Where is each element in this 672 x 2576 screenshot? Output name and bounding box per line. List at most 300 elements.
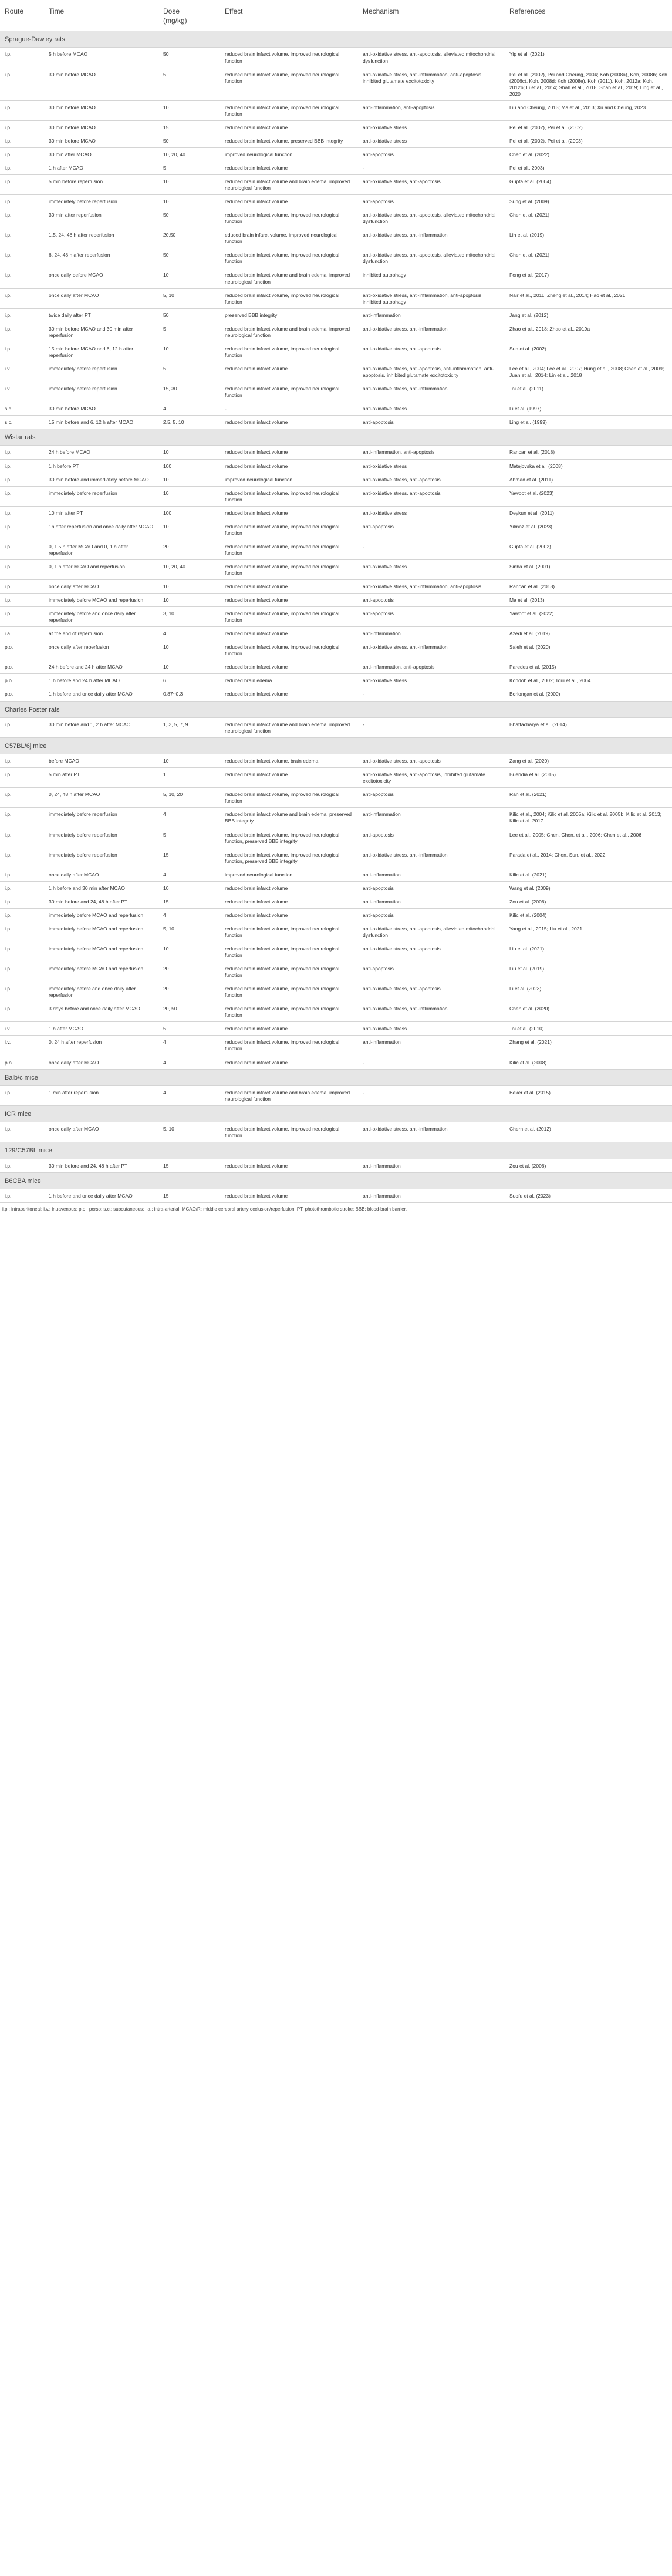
cell-effect: reduced brain infarct volume <box>220 908 358 922</box>
cell-references: Zou et al. (2006) <box>505 1159 672 1172</box>
cell-effect: reduced brain infarct volume, improved neurological function <box>220 48 358 68</box>
cell-route: i.p. <box>0 982 44 1002</box>
cell-dose: 20, 50 <box>158 1002 220 1022</box>
cell-effect: reduced brain infarct volume, improved neurological function <box>220 248 358 268</box>
cell-effect: reduced brain infarct volume <box>220 895 358 908</box>
cell-references: Liu et al. (2021) <box>505 942 672 962</box>
cell-effect: reduced brain infarct volume, improved neurological function <box>220 486 358 506</box>
cell-references: Jang et al. (2012) <box>505 308 672 322</box>
cell-route: i.p. <box>0 1189 44 1202</box>
cell-mechanism: anti-oxidative stress, anti-inflammation <box>358 640 505 660</box>
cell-route: i.p. <box>0 868 44 881</box>
cell-route: i.p. <box>0 248 44 268</box>
cell-dose: 10 <box>158 520 220 540</box>
cell-effect: reduced brain infarct volume, improved neurological function <box>220 982 358 1002</box>
table-row <box>0 942 672 962</box>
cell-mechanism: anti-oxidative stress, anti-apoptosis <box>358 473 505 486</box>
cell-references: Pei et al. (2002), Pei et al. (2002) <box>505 120 672 134</box>
cell-time: 15 min before and 6, 12 h after MCAO <box>44 416 158 429</box>
cell-time: 30 min before MCAO <box>44 402 158 416</box>
cell-route: i.p. <box>0 754 44 768</box>
cell-references: Ling et al. (1999) <box>505 416 672 429</box>
species-group-title: Sprague-Dawley rats <box>0 31 672 48</box>
cell-effect: reduced brain infarct volume, improved neurological function <box>220 788 358 808</box>
cell-references: Liu and Cheung, 2013; Ma et al., 2013; Xu and Cheung, 2023 <box>505 100 672 120</box>
cell-route: i.v. <box>0 382 44 402</box>
cell-effect: reduced brain infarct volume <box>220 1159 358 1172</box>
cell-route: i.p. <box>0 134 44 147</box>
cell-dose: 4 <box>158 1056 220 1069</box>
cell-time: 1 h before and once daily after MCAO <box>44 1189 158 1202</box>
species-group-header <box>0 737 672 754</box>
cell-dose: 10, 20, 40 <box>158 559 220 579</box>
table-row <box>0 486 672 506</box>
cell-time: 30 min before and immediately before MCAO <box>44 473 158 486</box>
cell-dose: 50 <box>158 208 220 228</box>
cell-dose: 5, 10 <box>158 288 220 308</box>
cell-effect: reduced brain infarct volume, improved neurological function <box>220 382 358 402</box>
cell-references: Tai et al. (2011) <box>505 382 672 402</box>
table-row <box>0 416 672 429</box>
cell-time: at the end of reperfusion <box>44 627 158 640</box>
cell-references: Saleh et al. (2020) <box>505 640 672 660</box>
cell-route: s.c. <box>0 416 44 429</box>
cell-references: Chen et al. (2020) <box>505 1002 672 1022</box>
cell-effect: reduced brain infarct volume, improved neurological function <box>220 962 358 982</box>
cell-dose: 100 <box>158 459 220 473</box>
table-row <box>0 134 672 147</box>
cell-time: 24 h before and 24 h after MCAO <box>44 660 158 674</box>
cell-mechanism: anti-inflammation <box>358 1036 505 1056</box>
table-body <box>0 31 672 1203</box>
cell-effect: reduced brain infarct volume <box>220 416 358 429</box>
cell-effect: preserved BBB integrity <box>220 308 358 322</box>
cell-effect: reduced brain infarct volume <box>220 594 358 607</box>
cell-route: i.p. <box>0 120 44 134</box>
table-row <box>0 580 672 594</box>
cell-dose: 15 <box>158 895 220 908</box>
cell-effect: reduced brain edema <box>220 674 358 687</box>
cell-references: Kilic et al. (2021) <box>505 868 672 881</box>
cell-dose: 50 <box>158 308 220 322</box>
cell-references: Sinha et al. (2001) <box>505 559 672 579</box>
cell-dose: 4 <box>158 402 220 416</box>
cell-route: i.p. <box>0 908 44 922</box>
cell-time: 5 min after PT <box>44 768 158 788</box>
cell-effect: reduced brain infarct volume <box>220 768 358 788</box>
table-row <box>0 788 672 808</box>
cell-time: 0, 1 h after MCAO and reperfusion <box>44 559 158 579</box>
cell-time: 3 days before and once daily after MCAO <box>44 1002 158 1022</box>
cell-time: 15 min before MCAO and 6, 12 h after reperfusion <box>44 342 158 362</box>
table-row <box>0 1036 672 1056</box>
table-row <box>0 100 672 120</box>
cell-references: Zou et al. (2006) <box>505 895 672 908</box>
species-group-title: Wistar rats <box>0 429 672 446</box>
cell-mechanism: anti-oxidative stress <box>358 402 505 416</box>
cell-dose: 10 <box>158 473 220 486</box>
cell-time: immediately before reperfusion <box>44 848 158 868</box>
cell-mechanism: anti-oxidative stress, anti-apoptosis <box>358 754 505 768</box>
cell-effect: - <box>220 402 358 416</box>
table-row <box>0 288 672 308</box>
cell-references: Yang et al., 2015; Liu et al., 2021 <box>505 922 672 942</box>
cell-time: immediately before reperfusion <box>44 808 158 828</box>
table-row <box>0 848 672 868</box>
cell-effect: reduced brain infarct volume <box>220 120 358 134</box>
cell-mechanism: anti-apoptosis <box>358 520 505 540</box>
cell-mechanism: anti-apoptosis <box>358 195 505 208</box>
species-group-title: C57BL/6j mice <box>0 737 672 754</box>
table-row <box>0 342 672 362</box>
cell-mechanism: anti-oxidative stress <box>358 459 505 473</box>
cell-dose: 6 <box>158 674 220 687</box>
cell-mechanism: anti-apoptosis <box>358 828 505 848</box>
cell-effect: reduced brain infarct volume <box>220 1022 358 1036</box>
cell-route: i.p. <box>0 208 44 228</box>
cell-references: Bhattacharya et al. (2014) <box>505 717 672 737</box>
table-row <box>0 895 672 908</box>
cell-references: Zhang et al. (2021) <box>505 1036 672 1056</box>
cell-references: Ahmad et al. (2011) <box>505 473 672 486</box>
species-group-header <box>0 701 672 717</box>
species-group-title: Charles Foster rats <box>0 701 672 717</box>
cell-dose: 4 <box>158 808 220 828</box>
cell-references: Chern et al. (2012) <box>505 1122 672 1142</box>
species-group-header <box>0 429 672 446</box>
cell-effect: reduced brain infarct volume, improved neurological function <box>220 607 358 627</box>
column-header-dose: Dose (mg/kg) <box>158 0 220 31</box>
cell-effect: reduced brain infarct volume, improved neurological function <box>220 288 358 308</box>
cell-mechanism: - <box>358 1056 505 1069</box>
cell-references: Borlongan et al. (2000) <box>505 687 672 701</box>
cell-mechanism: anti-oxidative stress <box>358 506 505 520</box>
cell-dose: 15 <box>158 1189 220 1202</box>
table-row <box>0 147 672 161</box>
cell-effect: reduced brain infarct volume, improved neurological function <box>220 342 358 362</box>
cell-time: immediately before reperfusion <box>44 382 158 402</box>
table-row <box>0 322 672 342</box>
table-row <box>0 559 672 579</box>
cell-dose: 15 <box>158 1159 220 1172</box>
cell-dose: 5 <box>158 322 220 342</box>
cell-route: i.p. <box>0 161 44 175</box>
cell-route: i.p. <box>0 942 44 962</box>
cell-time: 0, 1.5 h after MCAO and 0, 1 h after reperfusion <box>44 540 158 559</box>
cell-time: 1h after reperfusion and once daily after MCAO <box>44 520 158 540</box>
cell-references: Lin et al. (2019) <box>505 228 672 248</box>
cell-references: Ran et al. (2021) <box>505 788 672 808</box>
cell-mechanism: anti-oxidative stress, anti-inflammation <box>358 322 505 342</box>
column-header-effect: Effect <box>220 0 358 31</box>
cell-route: i.v. <box>0 362 44 382</box>
cell-effect: reduced brain infarct volume, improved neurological function <box>220 640 358 660</box>
cell-references: Pei et al., 2003) <box>505 161 672 175</box>
cell-references: Yilmaz et al. (2023) <box>505 520 672 540</box>
cell-time: immediately before reperfusion <box>44 362 158 382</box>
cell-time: 1 h before PT <box>44 459 158 473</box>
cell-mechanism: anti-inflammation <box>358 627 505 640</box>
cell-effect: reduced brain infarct volume, improved neurological function <box>220 208 358 228</box>
cell-route: i.p. <box>0 322 44 342</box>
table-row <box>0 1085 672 1105</box>
cell-dose: 15, 30 <box>158 382 220 402</box>
cell-route: i.p. <box>0 68 44 100</box>
cell-route: i.p. <box>0 808 44 828</box>
species-group-title: Balb/c mice <box>0 1069 672 1085</box>
cell-dose: 5, 10 <box>158 922 220 942</box>
cell-time: 30 min before MCAO <box>44 134 158 147</box>
cell-references: Yawoot et al. (2023) <box>505 486 672 506</box>
cell-time: immediately before MCAO and reperfusion <box>44 922 158 942</box>
cell-time: 30 min after reperfusion <box>44 208 158 228</box>
cell-mechanism: anti-inflammation <box>358 1159 505 1172</box>
cell-mechanism: anti-oxidative stress, anti-inflammation <box>358 228 505 248</box>
table-row <box>0 1122 672 1142</box>
cell-route: i.p. <box>0 594 44 607</box>
cell-dose: 20 <box>158 982 220 1002</box>
column-header-route: Route <box>0 0 44 31</box>
cell-references: Azedi et al. (2019) <box>505 627 672 640</box>
cell-effect: reduced brain infarct volume <box>220 195 358 208</box>
cell-mechanism: anti-apoptosis <box>358 594 505 607</box>
cell-mechanism: anti-oxidative stress, anti-inflammation <box>358 382 505 402</box>
species-group-title: ICR mice <box>0 1105 672 1122</box>
cell-mechanism: anti-apoptosis <box>358 788 505 808</box>
cell-effect: reduced brain infarct volume, improved neurological function <box>220 559 358 579</box>
cell-time: 30 min before MCAO <box>44 68 158 100</box>
table-row <box>0 161 672 175</box>
cell-effect: reduced brain infarct volume, improved neurological function <box>220 1002 358 1022</box>
cell-dose: 10 <box>158 640 220 660</box>
cell-route: p.o. <box>0 660 44 674</box>
cell-mechanism: anti-inflammation, anti-apoptosis <box>358 446 505 459</box>
cell-route: p.o. <box>0 687 44 701</box>
cell-time: once daily before MCAO <box>44 268 158 288</box>
cell-time: 30 min before MCAO <box>44 100 158 120</box>
table-row <box>0 908 672 922</box>
cell-dose: 5 <box>158 68 220 100</box>
cell-route: s.c. <box>0 402 44 416</box>
cell-mechanism: anti-apoptosis <box>358 607 505 627</box>
cell-mechanism: anti-apoptosis <box>358 881 505 895</box>
cell-references: Li et al. (2023) <box>505 982 672 1002</box>
table-row <box>0 982 672 1002</box>
table-row <box>0 868 672 881</box>
cell-references: Sun et al. (2002) <box>505 342 672 362</box>
cell-references: Wang et al. (2009) <box>505 881 672 895</box>
cell-mechanism: anti-inflammation <box>358 308 505 322</box>
table-row <box>0 520 672 540</box>
cell-mechanism: - <box>358 717 505 737</box>
cell-time: immediately before reperfusion <box>44 828 158 848</box>
cell-effect: educed brain infarct volume, improved neurological function <box>220 228 358 248</box>
cell-references: Zhao et al., 2018; Zhao et al., 2019a <box>505 322 672 342</box>
species-group-title: B6CBA mice <box>0 1172 672 1189</box>
cell-route: i.p. <box>0 848 44 868</box>
cell-mechanism: anti-oxidative stress, anti-inflammation <box>358 1002 505 1022</box>
cell-route: i.p. <box>0 486 44 506</box>
species-group-header <box>0 1069 672 1085</box>
cell-mechanism: anti-oxidative stress, anti-apoptosis <box>358 175 505 195</box>
cell-mechanism: anti-oxidative stress, anti-apoptosis <box>358 942 505 962</box>
cell-dose: 10 <box>158 486 220 506</box>
table-row <box>0 175 672 195</box>
cell-time: 1 h before and once daily after MCAO <box>44 687 158 701</box>
cell-dose: 0.87~0.3 <box>158 687 220 701</box>
cell-dose: 10 <box>158 881 220 895</box>
cell-mechanism: - <box>358 687 505 701</box>
cell-mechanism: anti-oxidative stress, anti-apoptosis, alleviated mitochondrial dysfunction <box>358 208 505 228</box>
table-row <box>0 402 672 416</box>
cell-references: Deykun et al. (2011) <box>505 506 672 520</box>
table-row <box>0 362 672 382</box>
cell-references: Liu et al. (2019) <box>505 962 672 982</box>
cell-dose: 5, 10, 20 <box>158 788 220 808</box>
cell-route: i.v. <box>0 1022 44 1036</box>
cell-mechanism: anti-oxidative stress, anti-inflammation, anti-apoptosis <box>358 580 505 594</box>
cell-references: Gupta et al. (2004) <box>505 175 672 195</box>
table-row <box>0 1002 672 1022</box>
cell-time: 30 min after MCAO <box>44 147 158 161</box>
cell-mechanism: anti-inflammation <box>358 808 505 828</box>
cell-effect: reduced brain infarct volume <box>220 459 358 473</box>
cell-dose: 5 <box>158 828 220 848</box>
table-row <box>0 660 672 674</box>
table-row <box>0 922 672 942</box>
cell-mechanism: anti-inflammation <box>358 1189 505 1202</box>
cell-effect: reduced brain infarct volume and brain edema, improved neurological function <box>220 1085 358 1105</box>
cell-route: i.a. <box>0 627 44 640</box>
cell-time: 30 min before MCAO <box>44 120 158 134</box>
cell-route: i.p. <box>0 895 44 908</box>
cell-time: immediately before and once daily after reperfusion <box>44 607 158 627</box>
cell-time: 30 min before and 24, 48 h after PT <box>44 1159 158 1172</box>
cell-route: i.p. <box>0 147 44 161</box>
table-row <box>0 881 672 895</box>
cell-effect: reduced brain infarct volume <box>220 660 358 674</box>
cell-mechanism: anti-oxidative stress <box>358 1022 505 1036</box>
cell-references: Gupta et al. (2002) <box>505 540 672 559</box>
cell-mechanism: anti-apoptosis <box>358 416 505 429</box>
cell-mechanism: - <box>358 540 505 559</box>
cell-references: Chen et al. (2021) <box>505 248 672 268</box>
species-group-title: 129/C57BL mice <box>0 1142 672 1159</box>
cell-route: i.p. <box>0 446 44 459</box>
cell-mechanism: inhibited autophagy <box>358 268 505 288</box>
cell-dose: 4 <box>158 1085 220 1105</box>
cell-references: Nair et al., 2011; Zheng et al., 2014; Hao et al., 2021 <box>505 288 672 308</box>
cell-dose: 10 <box>158 580 220 594</box>
cell-mechanism: anti-oxidative stress, anti-inflammation, anti-apoptosis, inhibited autophagy <box>358 288 505 308</box>
cell-mechanism: anti-oxidative stress, anti-apoptosis <box>358 486 505 506</box>
cell-time: once daily after MCAO <box>44 288 158 308</box>
cell-time: 1 h before and 24 h after MCAO <box>44 674 158 687</box>
cell-references: Chen et al. (2022) <box>505 147 672 161</box>
cell-dose: 5 <box>158 161 220 175</box>
cell-effect: reduced brain infarct volume, improved neurological function <box>220 922 358 942</box>
table-row <box>0 674 672 687</box>
cell-time: 30 min before and 24, 48 h after PT <box>44 895 158 908</box>
cell-effect: reduced brain infarct volume <box>220 627 358 640</box>
cell-references: Sung et al. (2009) <box>505 195 672 208</box>
cell-effect: improved neurological function <box>220 473 358 486</box>
cell-effect: reduced brain infarct volume, improved neurological function <box>220 1122 358 1142</box>
cell-route: i.p. <box>0 1122 44 1142</box>
table-footnote: i.p.: intraperitoneal; i.v.: intravenous; p.o.: perso; s.c.: subcutaneous; i.a.: intra-arterial; MCAO/R: middle cerebral artery occlusion/reperfusion; PT: photothrombotic stroke; BBB: blood-brain barrier. <box>2 1206 407 1212</box>
cell-route: i.p. <box>0 788 44 808</box>
cell-dose: 20 <box>158 540 220 559</box>
cell-time: once daily after MCAO <box>44 580 158 594</box>
cell-time: immediately before MCAO and reperfusion <box>44 594 158 607</box>
table-row <box>0 308 672 322</box>
cell-mechanism: anti-oxidative stress, anti-inflammation, anti-apoptosis, inhibited glutamate excitotoxicity <box>358 68 505 100</box>
cell-mechanism: anti-apoptosis <box>358 962 505 982</box>
cell-references: Rancan et al. (2018) <box>505 580 672 594</box>
cell-references: Suofu et al. (2023) <box>505 1189 672 1202</box>
cell-dose: 10 <box>158 942 220 962</box>
cell-time: 1 h after MCAO <box>44 161 158 175</box>
cell-effect: reduced brain infarct volume <box>220 881 358 895</box>
cell-references: Ma et al. (2013) <box>505 594 672 607</box>
cell-effect: reduced brain infarct volume, improved neurological function <box>220 540 358 559</box>
cell-time: once daily after MCAO <box>44 868 158 881</box>
cell-dose: 50 <box>158 48 220 68</box>
cell-references: Feng et al. (2017) <box>505 268 672 288</box>
cell-dose: 4 <box>158 908 220 922</box>
cell-dose: 5 <box>158 362 220 382</box>
cell-references: Lee et al., 2004; Lee et al., 2007; Hung et al., 2008; Chen et al., 2009; Juan et al., 2014; Lin et al., 2018 <box>505 362 672 382</box>
cell-references: Pei et al. (2002), Pei and Cheung, 2004; Koh (2008a), Koh, 2008b; Koh (2006c), Koh, 2008d; Koh (2008e), Koh (2011), Koh, 2012a; Koh. 2012b; Li et al., 2014; Shah et al., 2018; Shah et al., 2019; Ling et al., 2020 <box>505 68 672 100</box>
cell-time: twice daily after PT <box>44 308 158 322</box>
table-row <box>0 1056 672 1069</box>
cell-route: i.p. <box>0 1002 44 1022</box>
cell-dose: 50 <box>158 248 220 268</box>
cell-references: Kondoh et al., 2002; Torii et al., 2004 <box>505 674 672 687</box>
cell-route: i.p. <box>0 828 44 848</box>
cell-time: 30 min before MCAO and 30 min after reperfusion <box>44 322 158 342</box>
cell-dose: 4 <box>158 868 220 881</box>
cell-route: i.p. <box>0 175 44 195</box>
cell-mechanism: anti-oxidative stress <box>358 674 505 687</box>
cell-mechanism: anti-apoptosis <box>358 908 505 922</box>
cell-effect: reduced brain infarct volume, improved neurological function, preserved BBB integrity <box>220 828 358 848</box>
cell-effect: reduced brain infarct volume and brain edema, improved neurological function <box>220 268 358 288</box>
table-row <box>0 1022 672 1036</box>
cell-dose: 10 <box>158 446 220 459</box>
cell-route: i.p. <box>0 607 44 627</box>
cell-dose: 10 <box>158 594 220 607</box>
cell-references: Matejovska et al. (2008) <box>505 459 672 473</box>
cell-references: Kilic et al. (2008) <box>505 1056 672 1069</box>
cell-effect: reduced brain infarct volume, improved neurological function <box>220 68 358 100</box>
cell-mechanism: anti-oxidative stress, anti-inflammation <box>358 848 505 868</box>
cell-references: Yip et al. (2021) <box>505 48 672 68</box>
column-header-time: Time <box>44 0 158 31</box>
cell-references: Tai et al. (2010) <box>505 1022 672 1036</box>
cell-effect: improved neurological function <box>220 868 358 881</box>
cell-effect: reduced brain infarct volume, improved neurological function <box>220 942 358 962</box>
table-row <box>0 607 672 627</box>
table-header-row <box>0 0 672 31</box>
table-row <box>0 808 672 828</box>
cell-mechanism: anti-inflammation, anti-apoptosis <box>358 660 505 674</box>
table-row <box>0 962 672 982</box>
cell-route: i.p. <box>0 922 44 942</box>
cell-time: 1 min after reperfusion <box>44 1085 158 1105</box>
cell-dose: 10, 20, 40 <box>158 147 220 161</box>
cell-route: i.p. <box>0 48 44 68</box>
